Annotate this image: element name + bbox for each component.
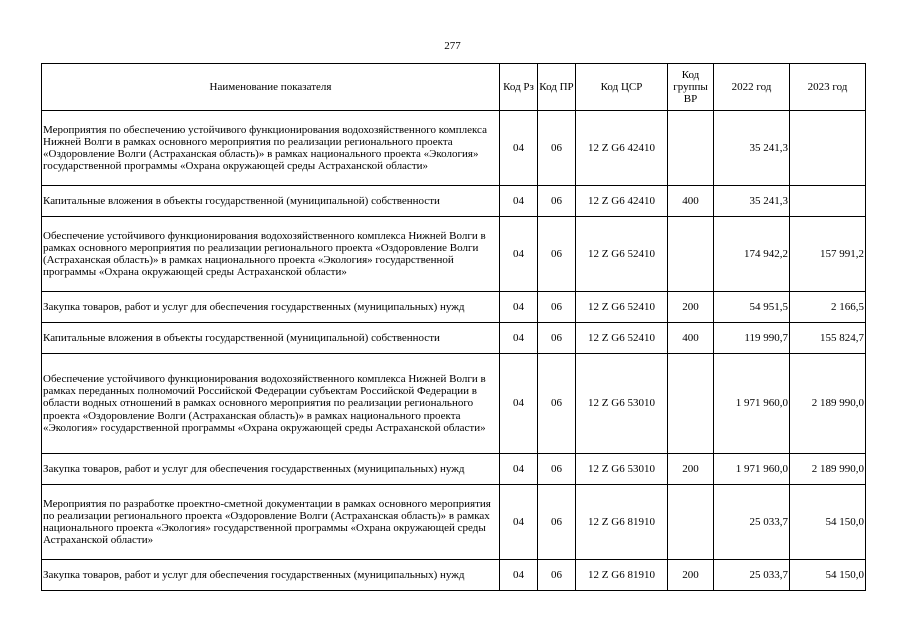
row-2022-cell: 54 951,5 [714,292,790,323]
header-vr: Код группы ВР [668,64,714,111]
table-row [42,217,866,292]
row-2022-cell: 35 241,3 [714,111,790,186]
row-vr-cell [668,111,714,186]
row-name-cell: Капитальные вложения в объекты государственной (муниципальной) собственности [42,186,500,217]
header-rz: Код Рз [500,64,538,111]
row-rz-cell: 04 [500,186,538,217]
row-2022-cell: 1 971 960,0 [714,454,790,485]
row-vr-cell: 200 [668,560,714,591]
row-pr-cell: 06 [538,560,576,591]
row-csr-cell: 12 Z G6 42410 [576,111,668,186]
row-csr-cell: 12 Z G6 52410 [576,217,668,292]
table-row [42,323,866,354]
row-pr-cell: 06 [538,323,576,354]
row-name-cell: Мероприятия по обеспечению устойчивого функционирования водохозяйственного комплекса Нижней Волги в рамках основного мероприятия по реализации регионального проекта «Оздоровление Волги (Астраханская область)» в рамках национального проекта «Экология» государственной программы «Охрана окружающей среды Астраханской области» [42,111,500,186]
row-rz-cell: 04 [500,111,538,186]
row-2023-cell [790,111,866,186]
row-pr-cell: 06 [538,485,576,560]
row-pr-cell: 06 [538,354,576,454]
table-row [42,186,866,217]
row-csr-cell: 12 Z G6 53010 [576,454,668,485]
row-name-cell: Закупка товаров, работ и услуг для обеспечения государственных (муниципальных) нужд [42,454,500,485]
row-vr-cell: 200 [668,292,714,323]
row-csr-cell: 12 Z G6 52410 [576,292,668,323]
row-pr-cell: 06 [538,186,576,217]
row-2023-cell: 54 150,0 [790,485,866,560]
page-number: 277 [444,40,461,52]
budget-table [41,63,866,591]
row-csr-cell: 12 Z G6 42410 [576,186,668,217]
row-2022-cell: 119 990,7 [714,323,790,354]
row-rz-cell: 04 [500,560,538,591]
row-csr-cell: 12 Z G6 81910 [576,485,668,560]
table-row [42,292,866,323]
row-2023-cell: 155 824,7 [790,323,866,354]
row-rz-cell: 04 [500,217,538,292]
table-row [42,485,866,560]
row-2022-cell: 1 971 960,0 [714,354,790,454]
row-2022-cell: 25 033,7 [714,560,790,591]
row-rz-cell: 04 [500,454,538,485]
header-csr: Код ЦСР [576,64,668,111]
row-2022-cell: 25 033,7 [714,485,790,560]
row-pr-cell: 06 [538,454,576,485]
row-vr-cell [668,217,714,292]
row-vr-cell [668,354,714,454]
row-rz-cell: 04 [500,485,538,560]
row-2023-cell: 2 189 990,0 [790,354,866,454]
row-vr-cell: 200 [668,454,714,485]
table-row [42,560,866,591]
row-2023-cell: 54 150,0 [790,560,866,591]
header-pr: Код ПР [538,64,576,111]
row-2022-cell: 174 942,2 [714,217,790,292]
row-name-cell: Капитальные вложения в объекты государственной (муниципальной) собственности [42,323,500,354]
header-2023: 2023 год [790,64,866,111]
row-rz-cell: 04 [500,354,538,454]
row-vr-cell: 400 [668,323,714,354]
row-name-cell: Закупка товаров, работ и услуг для обеспечения государственных (муниципальных) нужд [42,292,500,323]
row-vr-cell [668,485,714,560]
row-csr-cell: 12 Z G6 53010 [576,354,668,454]
table-row [42,111,866,186]
row-name-cell: Обеспечение устойчивого функционирования водохозяйственного комплекса Нижней Волги в рамках переданных полномочий Российской Федерации субъектам Российской Федерации в области водных отношений в рамках основного мероприятия по реализации регионального проекта «Оздоровление Волги (Астраханская область)» в рамках национального проекта «Экология» государственной программы «Охрана окружающей среды Астраханской области» [42,354,500,454]
row-rz-cell: 04 [500,292,538,323]
row-2023-cell: 157 991,2 [790,217,866,292]
table-row [42,354,866,454]
row-name-cell: Мероприятия по разработке проектно-сметной документации в рамках основного мероприятия по реализации регионального проекта «Оздоровление Волги (Астраханская область)» в рамках национального проекта «Экология» государственной программы «Охрана окружающей среды Астраханской области» [42,485,500,560]
row-csr-cell: 12 Z G6 52410 [576,323,668,354]
row-2022-cell: 35 241,3 [714,186,790,217]
table-row [42,454,866,485]
row-pr-cell: 06 [538,111,576,186]
row-rz-cell: 04 [500,323,538,354]
row-2023-cell: 2 189 990,0 [790,454,866,485]
row-pr-cell: 06 [538,217,576,292]
row-csr-cell: 12 Z G6 81910 [576,560,668,591]
table-body [42,111,866,591]
row-name-cell: Закупка товаров, работ и услуг для обеспечения государственных (муниципальных) нужд [42,560,500,591]
header-2022: 2022 год [714,64,790,111]
row-vr-cell: 400 [668,186,714,217]
header-name: Наименование показателя [42,64,500,111]
row-2023-cell: 2 166,5 [790,292,866,323]
row-pr-cell: 06 [538,292,576,323]
row-2023-cell [790,186,866,217]
row-name-cell: Обеспечение устойчивого функционирования водохозяйственного комплекса Нижней Волги в рамках основного мероприятия по реализации регионального проекта «Оздоровление Волги (Астраханская область)» в рамках национального проекта «Экология» государственной программы «Охрана окружающей среды Астраханской области» [42,217,500,292]
table-header-row [42,64,866,111]
